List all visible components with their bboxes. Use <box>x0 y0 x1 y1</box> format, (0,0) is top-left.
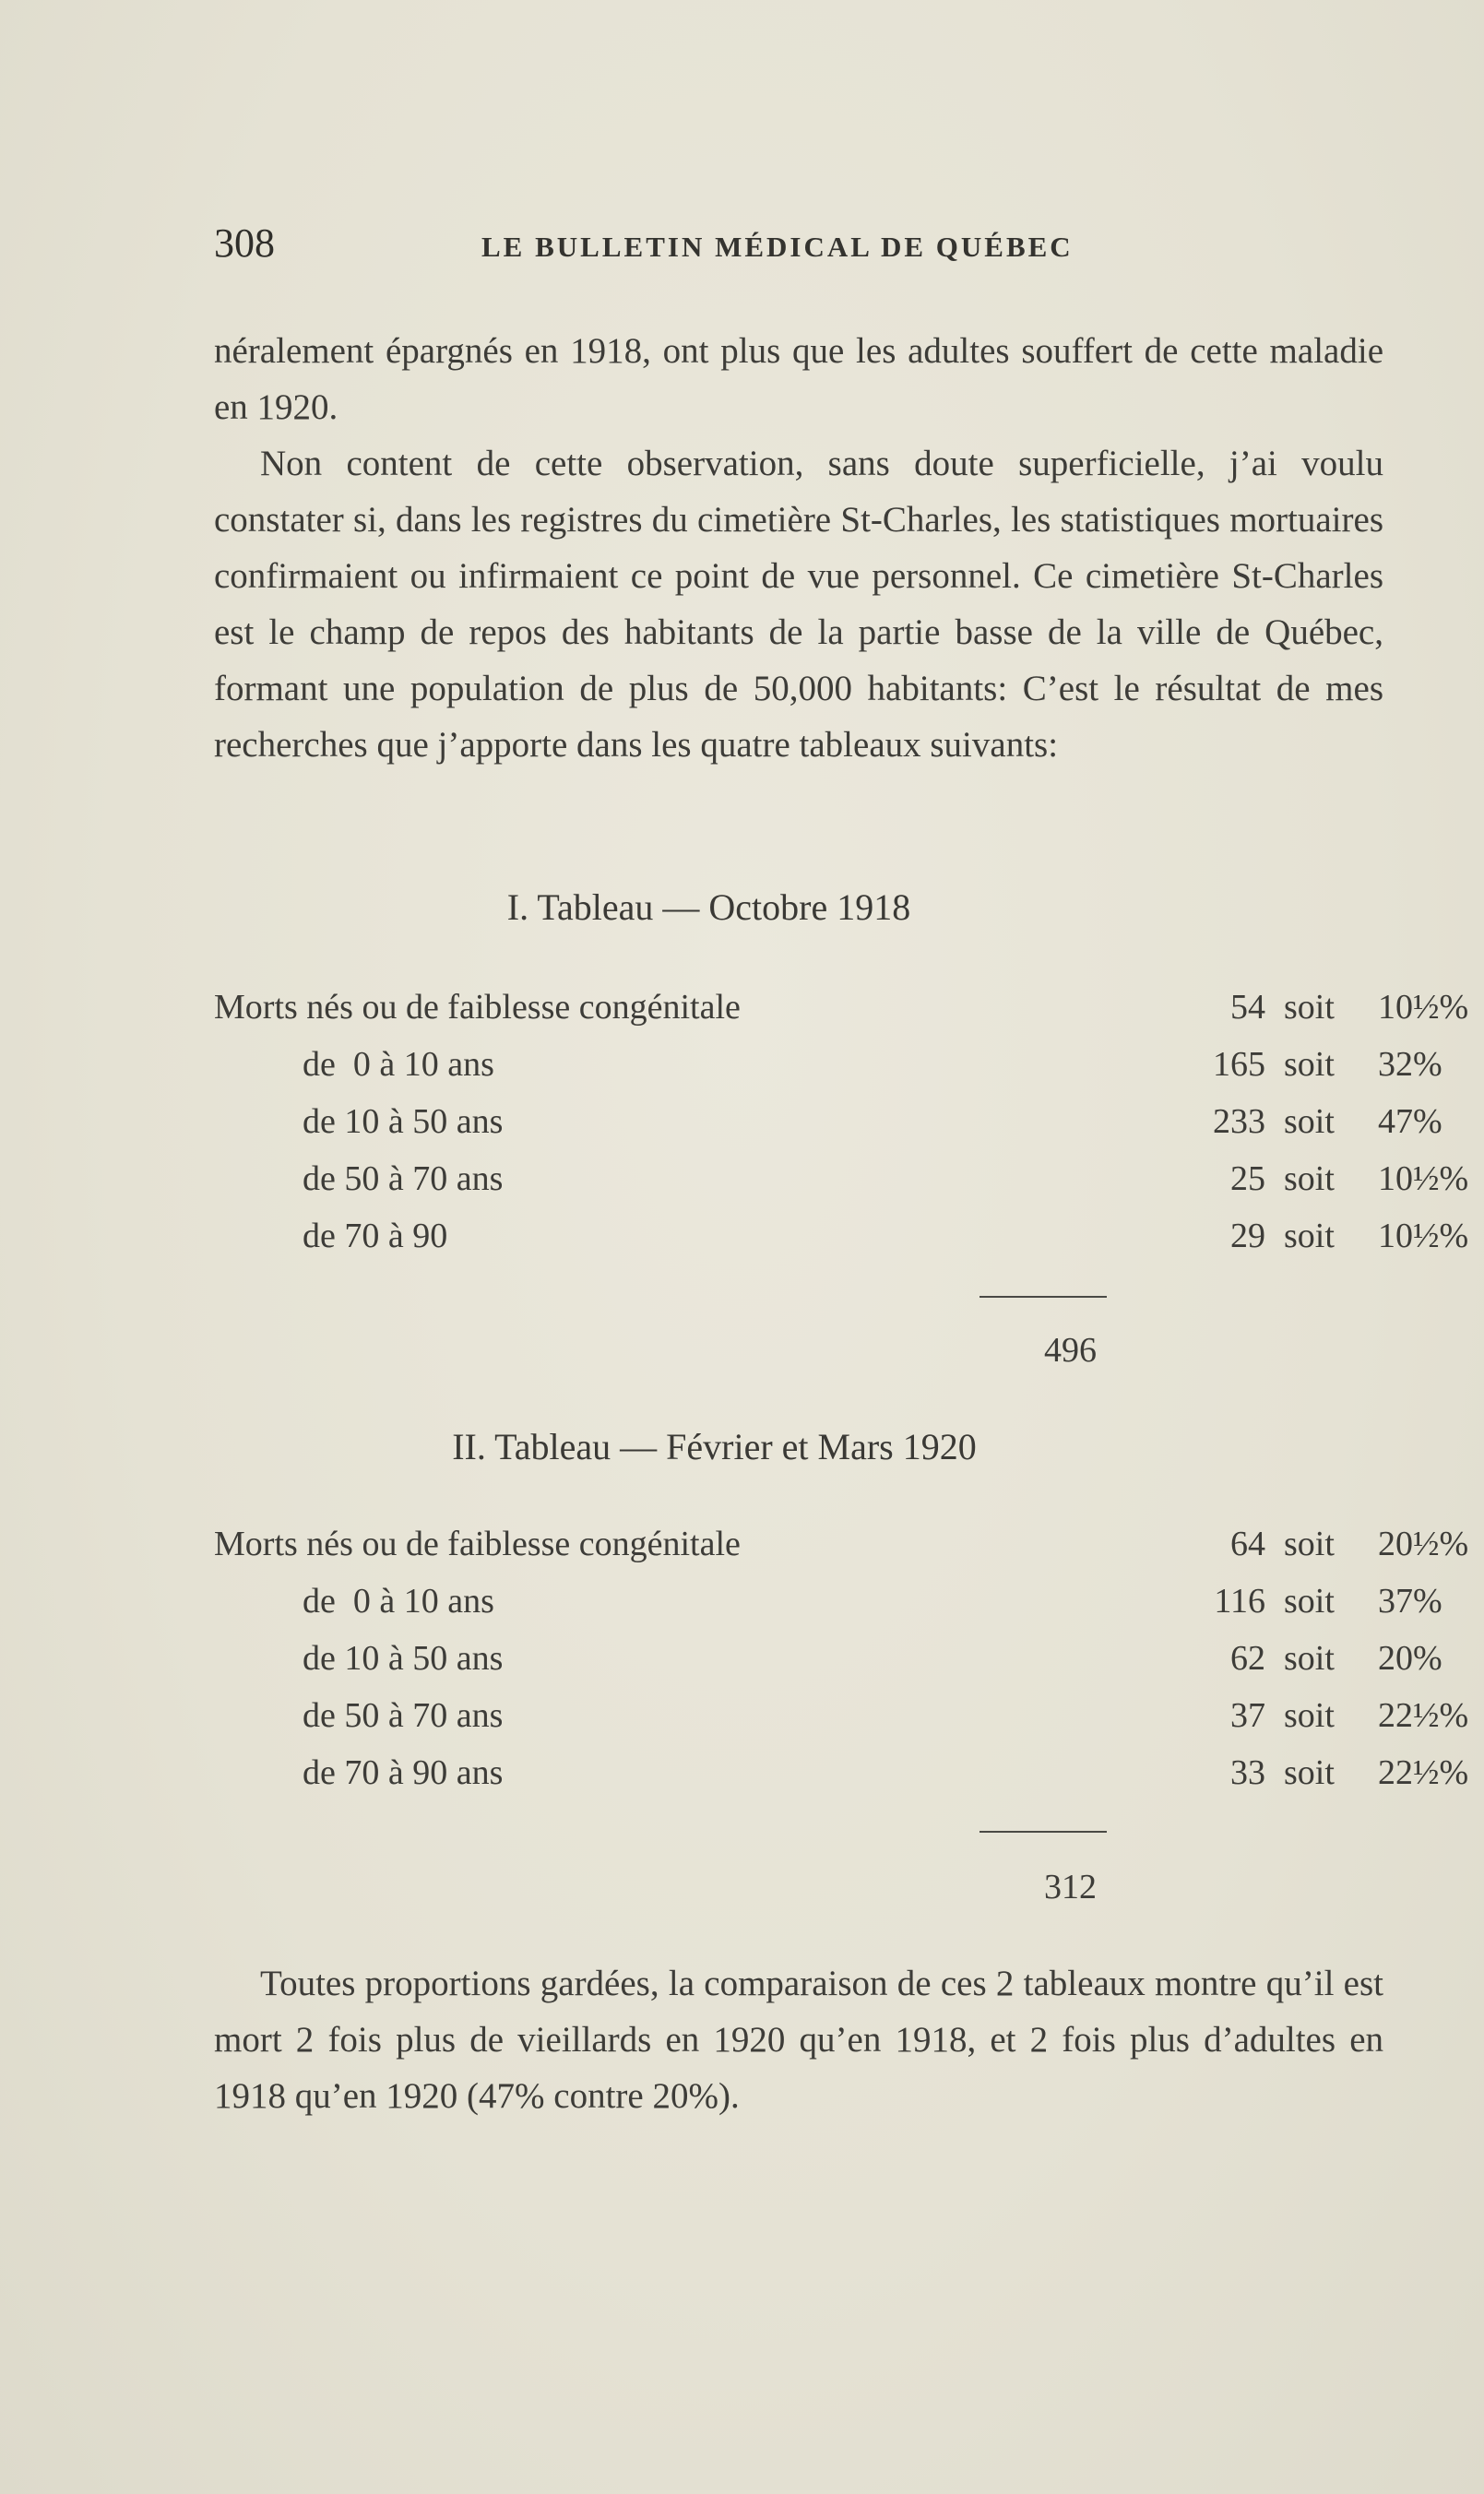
table1-title: I. Tableau — Octobre 1918 <box>506 886 911 928</box>
intro-paragraph-1: néralement épargnés en 1918, ont plus que les adultes souffert de cette maladie en 1920. <box>214 331 1383 427</box>
table2 <box>214 1524 1469 1810</box>
row-count: 233 <box>1213 1102 1265 1141</box>
table-row <box>214 1695 1469 1752</box>
table2-title: II. Tableau — Février et Mars 1920 <box>452 1426 977 1467</box>
row-label: de 70 à 90 ans <box>303 1753 504 1792</box>
running-head: LE BULLETIN MÉDICAL DE QUÉBEC <box>481 231 1074 263</box>
table1 <box>214 987 1469 1273</box>
row-percent: 22½% <box>1378 1753 1469 1792</box>
row-count: 64 <box>1230 1525 1265 1563</box>
row-label: de 50 à 70 ans <box>303 1696 504 1735</box>
row-percent: 20½% <box>1378 1525 1469 1563</box>
row-soit: soit <box>1284 1525 1335 1563</box>
row-label: de 0 à 10 ans <box>303 1582 494 1621</box>
row-label: Morts nés ou de faiblesse congénitale <box>214 988 741 1027</box>
table1-sum-rule <box>979 1296 1107 1298</box>
row-percent: 22½% <box>1378 1696 1469 1735</box>
table1-total: 496 <box>1044 1331 1097 1370</box>
page-header <box>214 220 1136 275</box>
row-soit: soit <box>1284 988 1335 1027</box>
row-soit: soit <box>1284 1159 1335 1198</box>
row-soit: soit <box>1284 1582 1335 1621</box>
row-label: de 70 à 90 <box>303 1217 448 1255</box>
table-row <box>214 1581 1442 1638</box>
row-percent: 10½% <box>1378 988 1469 1027</box>
table-row <box>214 1216 1469 1273</box>
row-label: de 0 à 10 ans <box>303 1045 494 1084</box>
row-label: de 50 à 70 ans <box>303 1159 504 1198</box>
row-soit: soit <box>1284 1696 1335 1735</box>
table-row <box>214 987 1469 1044</box>
conclusion-paragraph: Toutes proportions gardées, la comparaison de ces 2 tableaux montre qu’il est mort 2 fois plus de vieillards en 1920 qu’en 1918, et 2 fois plus d’adultes en 1918 qu’en 1920 (47% contre 20%). <box>214 1964 1383 2116</box>
page-number: 308 <box>214 220 275 266</box>
row-percent: 20% <box>1378 1639 1442 1678</box>
row-count: 116 <box>1214 1582 1265 1621</box>
row-soit: soit <box>1284 1045 1335 1084</box>
table-row <box>214 1101 1442 1158</box>
row-count: 37 <box>1230 1696 1265 1735</box>
table-row <box>214 1524 1469 1581</box>
row-percent: 10½% <box>1378 1217 1469 1255</box>
table-row <box>214 1044 1442 1101</box>
table-row <box>214 1752 1469 1810</box>
row-count: 29 <box>1230 1217 1265 1255</box>
table2-total: 312 <box>1044 1868 1097 1906</box>
row-count: 33 <box>1230 1753 1265 1792</box>
row-soit: soit <box>1284 1102 1335 1141</box>
row-percent: 10½% <box>1378 1159 1469 1198</box>
row-count: 54 <box>1230 988 1265 1027</box>
intro-text <box>214 323 1383 773</box>
row-soit: soit <box>1284 1217 1335 1255</box>
row-count: 165 <box>1213 1045 1265 1084</box>
table2-sum-rule <box>979 1831 1107 1833</box>
row-label: Morts nés ou de faiblesse congénitale <box>214 1525 741 1563</box>
row-count: 25 <box>1230 1159 1265 1198</box>
row-soit: soit <box>1284 1753 1335 1792</box>
intro-paragraph-2: Non content de cette observation, sans doute superficielle, j’ai voulu constater si, dans les registres du cimetière St-Charles, les statistiques mortuaires confirmaient ou infirmaient ce point de vue personnel. Ce cimetière St-Charles est le champ de repos des habitants de la partie basse de la ville de Québec, formant une population de plus de 50,000 habitants: C’est le résultat de mes recherches que j’apporte dans les quatre tableaux suivants: <box>214 444 1383 765</box>
row-label: de 10 à 50 ans <box>303 1639 504 1678</box>
row-percent: 32% <box>1378 1045 1442 1084</box>
row-percent: 47% <box>1378 1102 1442 1141</box>
row-soit: soit <box>1284 1639 1335 1678</box>
row-label: de 10 à 50 ans <box>303 1102 504 1141</box>
row-count: 62 <box>1230 1639 1265 1678</box>
table-row <box>214 1158 1469 1216</box>
conclusion-text <box>214 1955 1383 2124</box>
row-percent: 37% <box>1378 1582 1442 1621</box>
table-row <box>214 1638 1442 1695</box>
